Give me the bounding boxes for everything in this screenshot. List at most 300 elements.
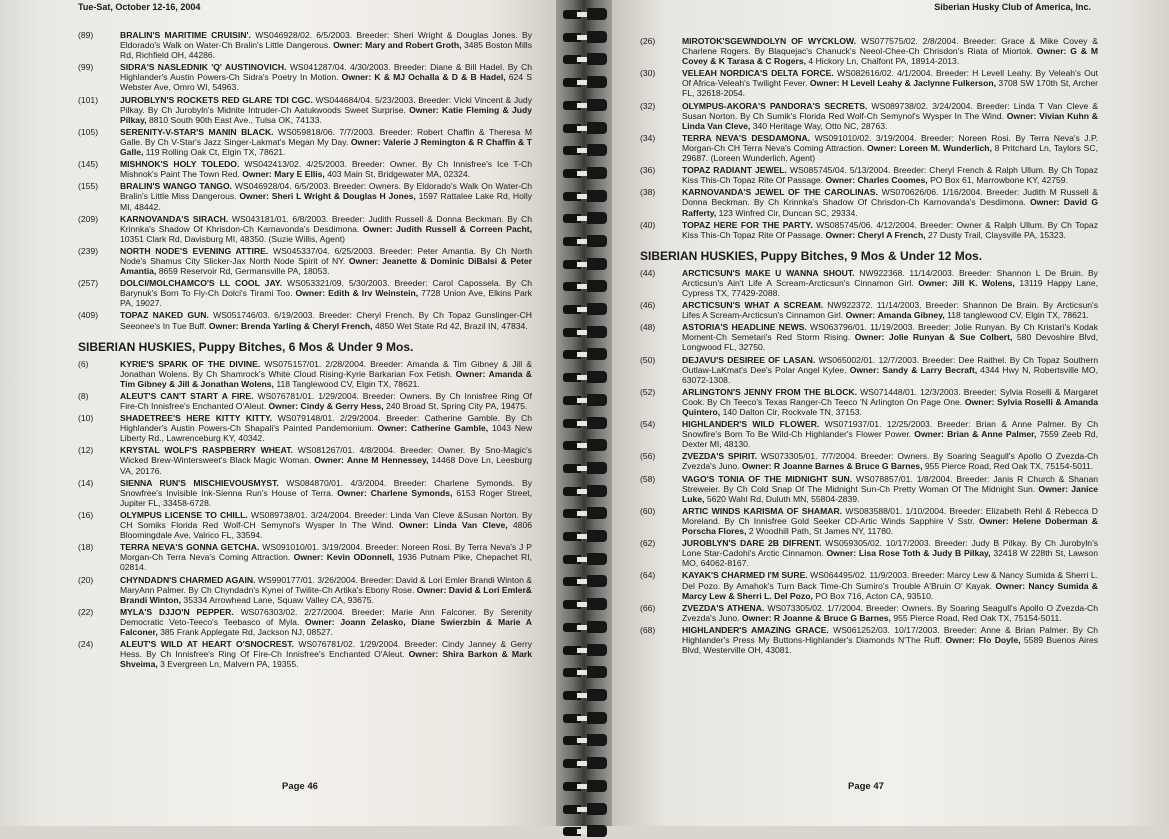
owner-name: Cheryl A French,: [857, 229, 926, 240]
catalog-entry: [640, 387, 1098, 417]
catalog-number: (34): [640, 132, 656, 143]
entry-text: [682, 36, 1098, 66]
entry-text: [120, 30, 532, 60]
entry-text: [682, 506, 1098, 536]
owner-label: Owner:: [849, 364, 880, 375]
entry-details: WS070626/06. 1/16/2004. Breeder: Judith M Russell & Donna Beckman. By Ch Krinnka's Shadow Of Chrisdon-Ch Karnovanda's Desdimona.: [682, 187, 1098, 208]
catalog-list-left: [78, 30, 532, 671]
binding-coil: [563, 326, 607, 340]
catalog-number: (14): [78, 477, 94, 488]
owner-label: Owner:: [1029, 197, 1060, 208]
catalog-entry: [640, 474, 1098, 504]
entry-details: WS084870/01. 4/3/2004. Breeder: Charlene Symonds. By Snowfree's Invisible Ink-Sienna Run's House of Terra.: [120, 477, 532, 498]
owner-address: 340 Heritage Way, Otto NC, 28763.: [752, 120, 888, 131]
dog-name: ALEUT'S WILD AT HEART O'SNOCREST.: [120, 639, 294, 650]
catalog-list-right: [640, 36, 1098, 657]
catalog-entry: [640, 603, 1098, 623]
dog-name: CHYNDADN'S CHARMED AGAIN.: [120, 574, 256, 585]
entry-text: [120, 62, 532, 92]
owner-label: Owner:: [337, 487, 367, 498]
catalog-number: (44): [640, 267, 656, 278]
entry-details: WS071937/01. 12/25/2003. Breeder: Brian & Anne Palmer. By Ch Snowfire's Born To Be Wild-Ch Highlander's Flower Power.: [682, 419, 1098, 440]
entry-details: WS076781/01. 1/29/2004. Breeder: Owners. By Ch Innisfree Ring Of Fire-Ch Innisfree's Enchanted O'Aleut.: [120, 390, 532, 411]
catalog-entry: [78, 246, 532, 276]
catalog-number: (26): [640, 36, 656, 46]
entry-text: [120, 310, 532, 330]
owner-address: 385 Frank Applegate Rd, Jackson NJ, 08527.: [160, 626, 334, 637]
owner-address: 140 Dalton Cir, Rockvale TN, 37153.: [722, 407, 862, 417]
catalog-number: (36): [640, 165, 656, 176]
binding-coil: [563, 99, 607, 113]
owner-label: Owner:: [809, 78, 840, 89]
catalog-number: (56): [640, 451, 656, 462]
catalog-entry: [640, 68, 1098, 98]
entry-details: WS079148/01. 2/29/2004. Breeder: Catherine Gamble. By Ch Highlander's Austin Powers-Ch Shapali's Painted Pandemonium.: [120, 413, 533, 434]
binding-coil: [563, 598, 607, 612]
right-page: [612, 0, 1169, 826]
owner-name: Jill K. Wolens,: [952, 277, 1015, 288]
catalog-number: (105): [78, 126, 99, 137]
entry-details: WS081267/01. 4/8/2004. Breeder: Owner. By Sno-Magic's Wicked Brew-Wintersweet's Black Magic Woman.: [120, 445, 532, 466]
catalog-number: (48): [640, 322, 656, 333]
owner-name: Loreen M. Wunderlich,: [899, 142, 992, 153]
entry-details: WS082616/02. 4/1/2004. Breeder: H Levell Leahy. By Veleah's Out Of Africa-Veleah's Twilight Fever.: [682, 68, 1098, 89]
catalog-number: (54): [640, 419, 656, 430]
owner-address: 7559 Zeeb Rd, Dexter MI, 48130.: [682, 429, 1098, 450]
owner-label: Owner:: [416, 584, 447, 595]
entry-details: WS990177/01. 3/26/2004. Breeder: David & Lori Emler Brandi Winton & MaryAnn Palmer. By Ch Chyndadn's Kynei of Twilite-Ch Artika's Ebony Rose.: [120, 574, 533, 595]
catalog-entry: [78, 639, 532, 669]
dog-name: KAYAK'S CHARMED I'M SURE.: [682, 570, 808, 581]
catalog-entry: [640, 451, 1098, 471]
dog-name: OLYMPUS-AKORA'S PANDORA'S SECRETS.: [682, 100, 868, 111]
catalog-number: (8): [78, 390, 89, 401]
binding-coil: [563, 644, 607, 658]
catalog-number: (46): [640, 300, 656, 311]
dog-name: MIROTOK'SGEWNDOLYN OF WYCKLOW.: [682, 36, 857, 46]
owner-label: Owner:: [377, 423, 408, 434]
catalog-number: (52): [640, 386, 656, 397]
binding-coil: [563, 212, 607, 226]
owner-name: Sheri L Wright & Douglas H Jones,: [271, 191, 416, 202]
owner-address: PO Box 716, Acton CA, 93510.: [815, 590, 934, 601]
owner-label: Owner:: [964, 396, 995, 407]
catalog-entry: [78, 478, 532, 508]
entry-details: NW922368. 11/14/2003. Breeder: Shannon L De Bruin. By Arcticsun's Ain't Life A Scream-Arcticsun's Cinnamon Girl.: [682, 267, 1098, 288]
dog-name: KRYSTAL WOLF'S RASPBERRY WHEAT.: [120, 445, 293, 456]
catalog-entry: [78, 95, 532, 125]
entry-text: [682, 451, 1098, 471]
dog-name: TOPAZ RADIANT JEWEL.: [682, 165, 787, 176]
owner-address: 7728 Union Ave, Elkins Park PA, 19027.: [120, 288, 532, 309]
catalog-number: (20): [78, 574, 94, 585]
entry-details: WS077575/02. 2/8/2004. Breeder: Grace & Mike Covey & Charlene Rogers. By Blaquejac's Chanuck's Neeol-Chee-Ch Chrisdon's Riata of Miortok.: [682, 36, 1098, 57]
owner-address: 1936 Putnam Pike, Chepachet RI, 02814.: [120, 552, 532, 573]
entry-text: [682, 603, 1098, 623]
owner-name: Jolie Runyan & Sue Colbert,: [888, 332, 1013, 343]
owner-name: Sylvia Roselli & Amanda Quintero,: [682, 396, 1099, 417]
owner-name: Mary E Ellis,: [274, 169, 325, 180]
catalog-number: (101): [78, 94, 99, 105]
owner-address: 32418 W 228th St, Lawson MO, 64062-8167.: [682, 548, 1098, 569]
dog-name: ARTIC WINDS KARISMA OF SHAMAR.: [682, 505, 843, 516]
owner-label: Owner:: [826, 548, 857, 559]
dog-name: DOLCI/MOLCHAMCO'S LL COOL JAY.: [120, 278, 283, 289]
entry-text: [682, 538, 1098, 568]
owner-name: Anne M Hennessey,: [346, 455, 429, 466]
page-header-date: Tue-Sat, October 12-16, 2004: [78, 2, 201, 12]
dog-name: ARCTICSUN'S WHAT A SCREAM.: [682, 300, 824, 311]
owner-label: Owner:: [995, 580, 1026, 591]
owner-name: David & Lori Emler& Brandi Winton,: [120, 584, 532, 605]
owner-label: Owner:: [341, 72, 372, 83]
entry-text: [120, 159, 532, 179]
owner-address: 119 Rolling Oak Ct, Elgin TX, 78621.: [145, 147, 286, 158]
entry-text: [682, 419, 1098, 449]
dog-name: TERRA NEVA'S GONNA GETCHA.: [120, 542, 260, 553]
binding-coil: [563, 258, 607, 272]
binding-coil: [563, 803, 607, 817]
binding-coil: [563, 621, 607, 635]
catalog-number: (145): [78, 159, 99, 170]
owner-name: Helene Doberman & Porscha Flores,: [682, 515, 1099, 537]
owner-address: 4806 Bloomingdale Ave, Valrico FL, 33594.: [120, 520, 533, 541]
catalog-entry: [640, 300, 1098, 320]
catalog-number: (155): [78, 181, 99, 192]
owner-label: Owner:: [866, 142, 897, 153]
catalog-number: (40): [640, 219, 656, 230]
entry-text: [682, 187, 1098, 217]
entry-details: WS043181/01. 6/8/2003. Breeder: Judith Russell & Donna Beckman. By Ch Krinnka's Shadow Of Khrisdon-Ch Karnavonda's Desdimona.: [120, 213, 532, 234]
owner-name: Catherine Gamble,: [410, 423, 489, 434]
catalog-entry: [78, 445, 532, 475]
entry-details: WS053321/09. 5/30/2003. Breeder: Carol Capossela. By Ch Barynuk's Born To Fly-Ch Dolci's Tirami Too.: [120, 278, 532, 299]
owner-name: H Levell Leahy & Jaclynne Fulkerson,: [841, 78, 996, 89]
owner-label: Owner:: [295, 288, 326, 299]
catalog-entry: [78, 159, 532, 179]
dog-name: ASTORIA'S HEADLINE NEWS.: [682, 322, 807, 333]
entry-text: [120, 214, 532, 244]
entry-details: WS063796/01. 11/19/2003. Breeder: Jolie Runyan. By Ch Kristari's Kodak Moment-Ch Semetari's Red Storm Rising.: [682, 322, 1099, 343]
page-number: Page 46: [282, 781, 318, 792]
owner-name: Flo Doyle,: [978, 634, 1021, 645]
owner-name: Janice Luke,: [682, 483, 1099, 504]
binding-coil: [563, 8, 607, 22]
catalog-entry: [640, 101, 1098, 131]
catalog-number: (10): [78, 413, 94, 424]
owner-name: Sandy & Larry Becraft,: [882, 364, 978, 375]
owner-name: Valerie J Remington & R Chaffin & T Galle,: [120, 136, 533, 158]
owner-address: 5589 Buenos Aires Blvd, Westerville OH, 43081.: [682, 634, 1099, 656]
entry-text: [120, 127, 532, 157]
catalog-entry: [640, 506, 1098, 536]
entry-text: [682, 220, 1098, 240]
owner-name: Katie Fleming & Judy Pilkay,: [120, 104, 533, 125]
dog-name: VELEAH NORDICA'S DELTA FORCE.: [682, 68, 834, 79]
owner-name: Charlene Symonds,: [370, 487, 453, 498]
catalog-number: (62): [640, 538, 656, 549]
entry-details: WS089738/01. 3/24/2004. Breeder: Linda Van Cleve &Susan Norton. By CH Somiks Florida Red Wolf-CH Semynol's Wysper In The Wind.: [120, 509, 533, 531]
owner-label: Owner:: [409, 104, 439, 115]
dog-name: SIENNA RUN'S MISCHIEVOUSMYST.: [120, 477, 279, 488]
entry-text: [120, 246, 532, 276]
entry-text: [120, 445, 532, 475]
catalog-entry: [78, 413, 532, 443]
entry-text: [120, 607, 532, 637]
binding-coil: [563, 280, 607, 294]
owner-name: David G Rafferty,: [682, 197, 1099, 218]
owner-address: 8810 South 90th East Ave., Tulsa OK, 74133.: [149, 114, 322, 125]
owner-label: Owner:: [399, 520, 429, 531]
owner-address: 6153 Roger Street, Jupiter FL, 33458-6728.: [120, 487, 533, 508]
owner-address: 10351 Clark Rd, Davisburg MI, 48350. (Suzie Willis, Agent): [120, 233, 345, 244]
entry-text: [682, 133, 1098, 163]
entry-details: WS064495/02. 11/9/2003. Breeder: Marcy Lew & Nancy Sumida & Sherri L. Del Pozo. By Amahok's Turn Back Time-Ch Sumiro's Trouble A'Bruin O' Kayak.: [682, 570, 1098, 591]
binding-coil: [563, 76, 607, 90]
owner-label: Owner:: [408, 649, 439, 660]
catalog-number: (24): [78, 639, 94, 650]
catalog-entry: [640, 133, 1098, 163]
owner-label: Owner:: [825, 175, 856, 186]
catalog-entry: [78, 359, 532, 389]
dog-name: TOPAZ HERE FOR THE PARTY.: [682, 219, 813, 230]
dog-name: KARNOVANDA'S JEWEL OF THE CAROLINAS.: [682, 187, 878, 198]
binding-coil: [563, 712, 607, 726]
binding-coil: [563, 371, 607, 385]
binding-coil: [563, 462, 607, 476]
owner-label: Owner:: [208, 320, 239, 331]
owner-label: Owner:: [268, 401, 299, 411]
owner-address: 13119 Happy Lane, Cypress TX, 77429-2088.: [682, 277, 1098, 298]
catalog-entry: [640, 419, 1098, 449]
owner-name: Kevin ODonnell,: [326, 552, 395, 563]
entry-text: [120, 181, 532, 211]
binding-coil: [563, 666, 607, 680]
owner-address: 4 Hickory Ln, Chalfont PA, 18914-2013.: [808, 56, 960, 67]
owner-label: Owner:: [350, 136, 381, 147]
binding-coil: [563, 575, 607, 589]
left-page: [0, 0, 556, 826]
catalog-entry: [640, 625, 1098, 655]
owner-name: Joann Zelasko, Diane Swierzbin & Marie A Falconer,: [120, 616, 533, 637]
catalog-entry: [78, 510, 532, 540]
owner-label: Owner:: [314, 455, 344, 466]
owner-address: 118 Tanglewood CV, Elgin TX, 78621.: [276, 378, 420, 389]
entry-details: WS089738/02. 3/24/2004. Breeder: Linda T Van Cleve & Susan Norton. By Ch Sumik's Florida Red Wolf-Ch Semynol's Wysper In The Wind.: [682, 100, 1098, 121]
catalog-number: (257): [78, 278, 99, 289]
entry-details: WS046928/02. 6/5/2003. Breeder: Sheri Wright & Douglas Jones. By Eldorado's Walk on Water-Ch Bralin's Little Dangerous.: [120, 30, 533, 51]
binding-coil: [563, 757, 607, 771]
dog-name: NORTH NODE'S EVENING ATTIRE.: [120, 245, 269, 256]
owner-label: Owner:: [455, 368, 486, 379]
entry-details: WS075157/01. 2/28/2004. Breeder: Amanda & Tim Gibney & Jill & Jonathan Wolens. By Ch Shamrock's White Cloud Rising-Kyrie Barkarian Fox Fetish.: [120, 358, 533, 379]
dog-name: BRALIN'S MARITIME CRUISIN'.: [120, 30, 251, 40]
dog-name: SHADETREE'S HERE KITTY KITTY.: [120, 413, 273, 424]
dog-name: TERRA NEVA'S DESDAMONA.: [682, 132, 811, 143]
owner-name: Mary and Robert Groth,: [365, 40, 462, 51]
section-heading: SIBERIAN HUSKIES, Puppy Bitches, 6 Mos & Under 9 Mos.: [78, 339, 414, 354]
owner-address: 5620 Wahl Rd, Duluth MN, 55804-2839.: [706, 493, 860, 504]
binding-coil: [563, 485, 607, 499]
entry-text: [120, 359, 532, 389]
entry-details: WS083588/01. 1/10/2004. Breeder: Elizabeth Rehl & Rebecca D Moreland. By Ch Innisfree Gold Seeker CD-Artic Winds Sapphire V Sstr.: [682, 505, 1099, 526]
owner-name: Shira Barkon & Mark Shveima,: [120, 649, 532, 670]
owner-label: Owner:: [1038, 483, 1069, 494]
catalog-entry: [640, 268, 1098, 298]
catalog-number: (99): [78, 62, 94, 73]
entry-text: [120, 478, 532, 508]
dog-name: JUROBLYN'S ROCKETS RED GLARE TDI CGC.: [120, 94, 313, 105]
binding-coil: [563, 348, 607, 362]
owner-name: Edith & Irv Weinstein,: [328, 288, 419, 299]
owner-address: 955 Pierce Road, Red Oak TX, 75154-5011.: [893, 612, 1062, 623]
catalog-entry: [78, 542, 532, 572]
owner-address: 2 Woodhill Path, St James NY, 11780.: [748, 526, 894, 537]
binding-coil: [563, 780, 607, 794]
entry-details: WS073305/01. 7/7/2004. Breeder: Owners. By Soaring Seagull's Apollo O Zvezda-Ch Zvezda's Juno.: [682, 451, 1098, 472]
entry-text: [120, 413, 532, 443]
catalog-number: (30): [640, 68, 656, 79]
entry-details: WS091010/02. 3/19/2004. Breeder: Noreen Rosi. By Terra Neva's J.P. Morgan-Ch CH Terra Neva's Coming Attraction.: [682, 132, 1098, 153]
owner-name: Amanda & Tim Gibney & Jill & Jonathan Wolens,: [120, 368, 533, 389]
catalog-number: (22): [78, 606, 94, 617]
catalog-entry: [640, 36, 1098, 66]
owner-address: 27 Dusty Trail, Claysville PA, 15323.: [927, 229, 1066, 240]
owner-label: Owner:: [333, 40, 363, 51]
catalog-entry: [78, 30, 532, 60]
owner-address: 1043 New Liberty Rd., Lawrenceburg KY, 40342.: [120, 423, 533, 444]
entry-text: [682, 387, 1098, 417]
owner-label: Owner:: [348, 255, 379, 266]
catalog-number: (209): [78, 213, 99, 224]
binding-coil: [563, 689, 607, 703]
dog-name: ZVEZDA'S SPIRIT.: [682, 451, 757, 462]
entry-text: [682, 355, 1098, 385]
binding-coil: [563, 235, 607, 249]
catalog-entry: [78, 278, 532, 308]
catalog-entry: [640, 538, 1098, 568]
dog-name: KYRIE'S SPARK OF THE DIVINE.: [120, 358, 261, 369]
dog-name: OLYMPUS LICENSE TO CHILL.: [120, 509, 248, 520]
binding-coil: [563, 394, 607, 408]
binding-coil: [563, 417, 607, 431]
owner-label: Owner:: [741, 612, 772, 623]
owner-address: PO Box 61, Marrowbone KY, 42759.: [930, 175, 1068, 186]
entry-text: [682, 165, 1098, 185]
owner-label: Owner:: [293, 552, 324, 563]
catalog-entry: [640, 322, 1098, 352]
owner-address: 4344 Hwy N, Robertsville MO, 63072-1308.: [682, 364, 1099, 385]
catalog-entry: [78, 127, 532, 157]
owner-address: 8659 Reservoir Rd, Germansville PA, 18053.: [158, 266, 330, 277]
owner-name: G & M Covey & K Tarasa & C Rogers,: [682, 46, 1098, 67]
owner-name: Brian & Anne Palmer,: [947, 429, 1037, 440]
entry-details: WS061252/03. 10/17/2003. Breeder: Anne & Brian Palmer. By Ch Highlander's Press My Buttons-Highlander's Diamonds N'The Ruff.: [682, 624, 1099, 645]
entry-details: NW922372. 11/14/2003. Breeder: Shannon De Brain. By Arcticsun's Lifes A Scream-Arcticsun's Cinnamon Girl.: [682, 300, 1098, 321]
catalog-number: (66): [640, 602, 656, 613]
catalog-number: (58): [640, 473, 656, 484]
owner-address: 14468 Dove Ln, Leesburg VA, 20176.: [120, 455, 532, 476]
owner-label: Owner:: [362, 223, 393, 234]
entry-text: [682, 300, 1098, 320]
owner-address: 123 Winfred Cir, Duncan SC, 29334.: [718, 207, 858, 218]
catalog-entry: [78, 575, 532, 605]
owner-address: 118 tanglewood CV, Elgin TX, 78621.: [947, 310, 1089, 321]
entry-details: WS045337/04. 6/25/2003. Breeder: Peter Amantia. By Ch North Node's Shamus City Slicker-Jax North Node Spirit of NY.: [120, 245, 533, 266]
owner-address: 403 Main St, Bridgewater MA, 02324.: [327, 169, 471, 180]
owner-label: Owner:: [1006, 110, 1037, 121]
binding-coil: [563, 190, 607, 204]
owner-address: 3 Evergreen Ln, Malvern PA, 19355.: [160, 659, 299, 670]
owner-name: Vivian Kuhn & Linda Van Cleve,: [682, 110, 1099, 131]
entry-text: [682, 474, 1098, 504]
owner-label: Owner:: [918, 277, 948, 288]
entry-details: WS091010/01. 3/19/2004. Breeder: Noreen Rosi. By Terra Neva's J P Morgan-Ch Terra Neva's Coming Attraction.: [120, 542, 532, 563]
dog-name: MYLA'S DJJO'N PEPPER.: [120, 606, 234, 617]
entry-details: WS076781/02. 1/29/2004. Breeder: Cindy Janney & Gerry Hess. By Ch Innisfree's Ring Of Fire-Ch Innisfree's Enchanted O'Aleut.: [120, 639, 532, 660]
entry-text: [120, 510, 532, 540]
entry-details: WS085745/06. 4/12/2004. Breeder: Owner & Ralph Ullum. By Ch Topaz Kiss This-Ch Topaz Rite Of Passage.: [682, 219, 1098, 240]
entry-details: WS065002/01. 12/7/2003. Breeder: Dee Raithel. By Ch Topaz Southern Outlaw-LaKmat's Dee's Polar Angel Kylee.: [682, 354, 1099, 375]
owner-name: Linda Van Cleve,: [433, 520, 508, 531]
dog-name: BRALIN'S WANGO TANGO.: [120, 181, 233, 192]
binding-coil: [563, 122, 607, 136]
owner-label: Owner:: [741, 461, 772, 472]
binding-coil: [563, 507, 607, 521]
owner-label: Owner:: [1036, 46, 1067, 57]
catalog-entry: [640, 187, 1098, 217]
catalog-number: (12): [78, 445, 94, 456]
owner-name: R Joanne & Bruce G Barnes,: [773, 612, 891, 623]
catalog-entry: [78, 310, 532, 330]
owner-address: 955 Pierce Road, Red Oak TX, 75154-5011.: [924, 461, 1094, 472]
owner-name: Charles Coomes,: [857, 175, 928, 186]
binding-coil: [563, 144, 607, 158]
owner-name: Amanda Gibney,: [877, 310, 945, 321]
catalog-number: (50): [640, 354, 656, 365]
catalog-number: (68): [640, 624, 656, 635]
owner-name: Judith Russell & Correen Pacht,: [396, 223, 532, 234]
entry-details: WS042413/02. 4/25/2003. Breeder: Owner. By Ch Innisfree's Ice T-Ch Mishnok's Paint The Town Red.: [120, 159, 532, 180]
catalog-number: (16): [78, 509, 94, 520]
entry-text: [682, 322, 1098, 352]
binding-coil: [563, 530, 607, 544]
dog-name: ARCTICSUN'S MAKE U WANNA SHOUT.: [682, 267, 855, 278]
owner-label: Owner:: [854, 332, 885, 343]
catalog-entry: [640, 355, 1098, 385]
dog-name: DEJAVU'S DESIREE OF LASAN.: [682, 354, 816, 365]
page-number: Page 47: [848, 781, 884, 792]
page-header-club: Siberian Husky Club of America, Inc.: [934, 2, 1091, 12]
dog-name: JUROBLYN'S DARE 2B DIFRENT.: [682, 538, 822, 549]
section-heading: SIBERIAN HUSKIES, Puppy Bitches, 9 Mos & Under 12 Mos.: [640, 248, 983, 263]
catalog-entry: [640, 570, 1098, 600]
owner-name: Nancy Sumida & Marcy Lew & Sherri L. Del Pozo,: [682, 580, 1099, 601]
binding-coil: [563, 439, 607, 453]
dog-name: MISHNOK'S HOLY TOLEDO.: [120, 159, 240, 170]
catalog-number: (64): [640, 570, 656, 581]
catalog-number: (18): [78, 542, 94, 553]
catalog-entry: [78, 607, 532, 637]
owner-name: K & MJ Ochalla & D & B Hadel,: [374, 72, 506, 83]
dog-name: SIDRA'S NASLEDNIK 'Q' AUSTINOVICH.: [120, 62, 287, 73]
owner-address: 8 Pritchard Ln, Taylors SC, 29687. (Loreen Wunderlich, Agent): [682, 142, 1098, 164]
binding-coil: [563, 31, 607, 45]
dog-name: TOPAZ NAKED GUN.: [120, 310, 209, 321]
entry-details: WS073305/02. 1/7/2004. Breeder: Owners. By Soaring Seagull's Apollo O Zvezda-Ch Zvezda's Juno.: [682, 602, 1099, 623]
entry-details: WS041287/04. 4/30/2003. Breeder: Diane & Bill Hadel. By Ch Highlander's Austin Powers-Ch Sidra's Poetry In Motion.: [120, 62, 532, 83]
entry-details: WS071448/01. 12/3/2003. Breeder: Sylvia Roselli & Margaret Cook. By Ch Teeco's Texas Ranger-Ch Teeco 'N Arlington On Page One.: [682, 386, 1099, 407]
